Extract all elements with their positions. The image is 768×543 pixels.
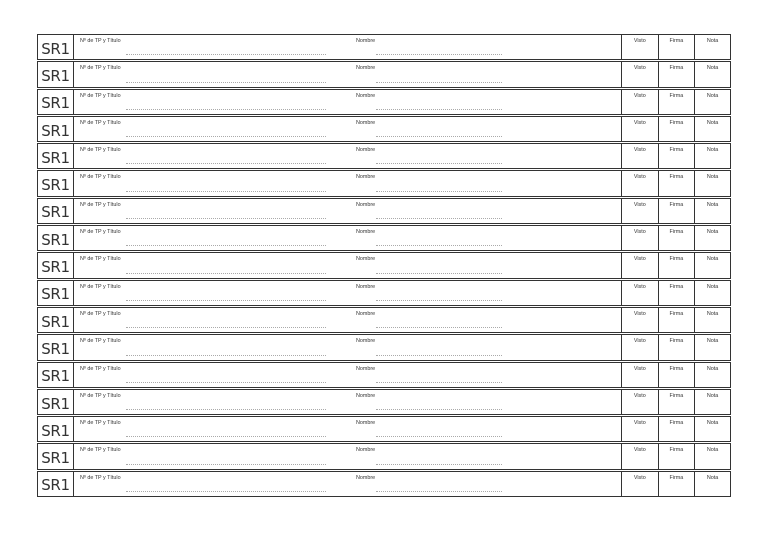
nota-field[interactable] bbox=[695, 62, 730, 86]
name-dotted-line bbox=[376, 327, 502, 328]
title-dotted-line bbox=[126, 54, 326, 55]
name-dotted-line bbox=[376, 191, 502, 192]
title-dotted-line bbox=[126, 464, 326, 465]
firma-field[interactable] bbox=[659, 90, 696, 114]
title-field[interactable] bbox=[74, 199, 348, 223]
visto-label: Visto bbox=[633, 474, 646, 481]
name-field[interactable] bbox=[348, 144, 622, 168]
visto-field[interactable] bbox=[622, 62, 659, 86]
form-row bbox=[37, 116, 731, 142]
name-label: Nombre bbox=[356, 474, 376, 481]
nota-label: Nota bbox=[706, 65, 719, 72]
firma-field[interactable] bbox=[659, 226, 696, 250]
title-field[interactable] bbox=[74, 444, 348, 468]
title-field[interactable] bbox=[74, 226, 348, 250]
row-code: SR1 bbox=[38, 226, 74, 250]
nota-label: Nota bbox=[706, 310, 719, 317]
firma-field[interactable] bbox=[659, 199, 696, 223]
row-code: SR1 bbox=[38, 417, 74, 441]
visto-field[interactable] bbox=[622, 281, 659, 305]
name-dotted-line bbox=[376, 163, 502, 164]
form-row bbox=[37, 362, 731, 388]
name-dotted-line bbox=[376, 218, 502, 219]
firma-field[interactable] bbox=[659, 171, 696, 195]
firma-field[interactable] bbox=[659, 62, 696, 86]
nota-label: Nota bbox=[706, 392, 719, 399]
name-dotted-line bbox=[376, 491, 502, 492]
form-row bbox=[37, 389, 731, 415]
firma-label: Firma bbox=[669, 92, 684, 99]
name-label: Nombre bbox=[356, 283, 376, 290]
name-label: Nombre bbox=[356, 92, 376, 99]
nota-field[interactable] bbox=[695, 444, 730, 468]
visto-label: Visto bbox=[633, 201, 646, 208]
visto-field[interactable] bbox=[622, 171, 659, 195]
form-row bbox=[37, 89, 731, 115]
nota-field[interactable] bbox=[695, 144, 730, 168]
visto-field[interactable] bbox=[622, 444, 659, 468]
title-label: Nº de TP y Título bbox=[80, 65, 121, 72]
visto-field[interactable] bbox=[622, 417, 659, 441]
firma-label: Firma bbox=[669, 256, 684, 263]
visto-label: Visto bbox=[633, 65, 646, 72]
firma-label: Firma bbox=[669, 38, 684, 44]
nota-field[interactable] bbox=[695, 335, 730, 359]
name-field[interactable] bbox=[348, 335, 622, 359]
visto-label: Visto bbox=[633, 174, 646, 181]
firma-label: Firma bbox=[669, 201, 684, 208]
firma-label: Firma bbox=[669, 365, 684, 372]
visto-label: Visto bbox=[633, 365, 646, 372]
row-code: SR1 bbox=[38, 281, 74, 305]
row-code: SR1 bbox=[38, 444, 74, 468]
visto-label: Visto bbox=[633, 283, 646, 290]
firma-field[interactable] bbox=[659, 417, 696, 441]
title-label: Nº de TP y Título bbox=[80, 338, 121, 345]
nota-field[interactable] bbox=[695, 171, 730, 195]
name-label: Nombre bbox=[356, 447, 376, 454]
title-field[interactable] bbox=[74, 117, 348, 141]
name-dotted-line bbox=[376, 82, 502, 83]
name-field[interactable] bbox=[348, 253, 622, 277]
name-field[interactable] bbox=[348, 417, 622, 441]
title-dotted-line bbox=[126, 491, 326, 492]
visto-label: Visto bbox=[633, 420, 646, 427]
title-label: Nº de TP y Título bbox=[80, 229, 121, 236]
title-label: Nº de TP y Título bbox=[80, 283, 121, 290]
title-label: Nº de TP y Título bbox=[80, 310, 121, 317]
visto-field[interactable] bbox=[622, 363, 659, 387]
visto-field[interactable] bbox=[622, 117, 659, 141]
nota-label: Nota bbox=[706, 92, 719, 99]
visto-label: Visto bbox=[633, 447, 646, 454]
title-field[interactable] bbox=[74, 281, 348, 305]
visto-field[interactable] bbox=[622, 472, 659, 496]
title-dotted-line bbox=[126, 82, 326, 83]
nota-label: Nota bbox=[706, 283, 719, 290]
firma-field[interactable] bbox=[659, 308, 696, 332]
nota-label: Nota bbox=[706, 365, 719, 372]
visto-label: Visto bbox=[633, 92, 646, 99]
nota-field[interactable] bbox=[695, 417, 730, 441]
title-dotted-line bbox=[126, 163, 326, 164]
title-field[interactable] bbox=[74, 253, 348, 277]
name-dotted-line bbox=[376, 464, 502, 465]
title-label: Nº de TP y Título bbox=[80, 447, 121, 454]
form-row bbox=[37, 416, 731, 442]
visto-label: Visto bbox=[633, 147, 646, 154]
name-dotted-line bbox=[376, 409, 502, 410]
name-label: Nombre bbox=[356, 365, 376, 372]
title-label: Nº de TP y Título bbox=[80, 147, 121, 154]
row-code: SR1 bbox=[38, 90, 74, 114]
nota-label: Nota bbox=[706, 38, 719, 44]
name-dotted-line bbox=[376, 54, 502, 55]
firma-label: Firma bbox=[669, 147, 684, 154]
visto-label: Visto bbox=[633, 119, 646, 126]
visto-field[interactable] bbox=[622, 90, 659, 114]
firma-label: Firma bbox=[669, 338, 684, 345]
form-row bbox=[37, 252, 731, 278]
form-row bbox=[37, 61, 731, 87]
nota-label: Nota bbox=[706, 447, 719, 454]
title-field[interactable] bbox=[74, 35, 348, 59]
title-dotted-line bbox=[126, 382, 326, 383]
form-row bbox=[37, 143, 731, 169]
visto-label: Visto bbox=[633, 338, 646, 345]
nota-field[interactable] bbox=[695, 363, 730, 387]
name-label: Nombre bbox=[356, 119, 376, 126]
title-label: Nº de TP y Título bbox=[80, 474, 121, 481]
firma-field[interactable] bbox=[659, 444, 696, 468]
visto-field[interactable] bbox=[622, 199, 659, 223]
nota-field[interactable] bbox=[695, 281, 730, 305]
title-field[interactable] bbox=[74, 144, 348, 168]
row-code: SR1 bbox=[38, 144, 74, 168]
nota-label: Nota bbox=[706, 229, 719, 236]
row-code: SR1 bbox=[38, 253, 74, 277]
form-row bbox=[37, 170, 731, 196]
firma-field[interactable] bbox=[659, 390, 696, 414]
name-field[interactable] bbox=[348, 90, 622, 114]
nota-field[interactable] bbox=[695, 90, 730, 114]
name-field[interactable] bbox=[348, 281, 622, 305]
title-dotted-line bbox=[126, 191, 326, 192]
nota-field[interactable] bbox=[695, 117, 730, 141]
row-code: SR1 bbox=[38, 308, 74, 332]
firma-label: Firma bbox=[669, 310, 684, 317]
row-code: SR1 bbox=[38, 117, 74, 141]
title-field[interactable] bbox=[74, 390, 348, 414]
visto-field[interactable] bbox=[622, 253, 659, 277]
nota-label: Nota bbox=[706, 174, 719, 181]
title-dotted-line bbox=[126, 327, 326, 328]
visto-field[interactable] bbox=[622, 144, 659, 168]
name-label: Nombre bbox=[356, 392, 376, 399]
title-label: Nº de TP y Título bbox=[80, 174, 121, 181]
nota-field[interactable] bbox=[695, 35, 730, 59]
title-dotted-line bbox=[126, 218, 326, 219]
visto-field[interactable] bbox=[622, 308, 659, 332]
title-field[interactable] bbox=[74, 62, 348, 86]
title-label: Nº de TP y Título bbox=[80, 420, 121, 427]
name-field[interactable] bbox=[348, 171, 622, 195]
row-code: SR1 bbox=[38, 335, 74, 359]
title-field[interactable] bbox=[74, 363, 348, 387]
nota-field[interactable] bbox=[695, 253, 730, 277]
title-field[interactable] bbox=[74, 171, 348, 195]
name-label: Nombre bbox=[356, 65, 376, 72]
firma-label: Firma bbox=[669, 283, 684, 290]
title-dotted-line bbox=[126, 300, 326, 301]
title-dotted-line bbox=[126, 436, 326, 437]
form-row bbox=[37, 225, 731, 251]
form-grid bbox=[37, 34, 731, 498]
title-dotted-line bbox=[126, 109, 326, 110]
nota-field[interactable] bbox=[695, 390, 730, 414]
title-label: Nº de TP y Título bbox=[80, 365, 121, 372]
form-row bbox=[37, 307, 731, 333]
name-dotted-line bbox=[376, 382, 502, 383]
visto-field[interactable] bbox=[622, 35, 659, 59]
nota-label: Nota bbox=[706, 420, 719, 427]
visto-label: Visto bbox=[633, 256, 646, 263]
title-label: Nº de TP y Título bbox=[80, 256, 121, 263]
name-field[interactable] bbox=[348, 62, 622, 86]
nota-field[interactable] bbox=[695, 308, 730, 332]
row-code: SR1 bbox=[38, 472, 74, 496]
title-label: Nº de TP y Título bbox=[80, 392, 121, 399]
title-field[interactable] bbox=[74, 335, 348, 359]
title-dotted-line bbox=[126, 136, 326, 137]
nota-field[interactable] bbox=[695, 199, 730, 223]
firma-field[interactable] bbox=[659, 335, 696, 359]
firma-label: Firma bbox=[669, 229, 684, 236]
row-code: SR1 bbox=[38, 390, 74, 414]
firma-label: Firma bbox=[669, 420, 684, 427]
row-code: SR1 bbox=[38, 171, 74, 195]
nota-label: Nota bbox=[706, 474, 719, 481]
name-field[interactable] bbox=[348, 199, 622, 223]
title-field[interactable] bbox=[74, 472, 348, 496]
name-label: Nombre bbox=[356, 201, 376, 208]
title-field[interactable] bbox=[74, 417, 348, 441]
name-label: Nombre bbox=[356, 174, 376, 181]
visto-field[interactable] bbox=[622, 226, 659, 250]
firma-label: Firma bbox=[669, 392, 684, 399]
title-label: Nº de TP y Título bbox=[80, 119, 121, 126]
title-field[interactable] bbox=[74, 308, 348, 332]
row-code: SR1 bbox=[38, 35, 74, 59]
firma-field[interactable] bbox=[659, 253, 696, 277]
form-row bbox=[37, 334, 731, 360]
firma-label: Firma bbox=[669, 65, 684, 72]
row-code: SR1 bbox=[38, 62, 74, 86]
nota-field[interactable] bbox=[695, 226, 730, 250]
nota-field[interactable] bbox=[695, 472, 730, 496]
firma-label: Firma bbox=[669, 174, 684, 181]
visto-label: Visto bbox=[633, 38, 646, 44]
name-label: Nombre bbox=[356, 420, 376, 427]
firma-label: Firma bbox=[669, 447, 684, 454]
title-dotted-line bbox=[126, 409, 326, 410]
name-label: Nombre bbox=[356, 256, 376, 263]
firma-field[interactable] bbox=[659, 117, 696, 141]
nota-label: Nota bbox=[706, 119, 719, 126]
firma-field[interactable] bbox=[659, 363, 696, 387]
title-label: Nº de TP y Título bbox=[80, 92, 121, 99]
name-field[interactable] bbox=[348, 444, 622, 468]
name-dotted-line bbox=[376, 109, 502, 110]
firma-field[interactable] bbox=[659, 472, 696, 496]
nota-label: Nota bbox=[706, 256, 719, 263]
nota-label: Nota bbox=[706, 201, 719, 208]
visto-field[interactable] bbox=[622, 335, 659, 359]
visto-label: Visto bbox=[633, 310, 646, 317]
name-field[interactable] bbox=[348, 226, 622, 250]
name-field[interactable] bbox=[348, 117, 622, 141]
form-row bbox=[37, 280, 731, 306]
title-dotted-line bbox=[126, 245, 326, 246]
row-code: SR1 bbox=[38, 199, 74, 223]
firma-field[interactable] bbox=[659, 144, 696, 168]
name-dotted-line bbox=[376, 273, 502, 274]
firma-field[interactable] bbox=[659, 35, 696, 59]
name-field[interactable] bbox=[348, 35, 622, 59]
nota-label: Nota bbox=[706, 338, 719, 345]
nota-label: Nota bbox=[706, 147, 719, 154]
title-dotted-line bbox=[126, 355, 326, 356]
title-label: Nº de TP y Título bbox=[80, 201, 121, 208]
name-dotted-line bbox=[376, 136, 502, 137]
name-label: Nombre bbox=[356, 147, 376, 154]
firma-label: Firma bbox=[669, 474, 684, 481]
name-field[interactable] bbox=[348, 308, 622, 332]
form-row bbox=[37, 471, 731, 497]
visto-label: Visto bbox=[633, 229, 646, 236]
name-field[interactable] bbox=[348, 390, 622, 414]
name-label: Nombre bbox=[356, 338, 376, 345]
form-row bbox=[37, 443, 731, 469]
name-dotted-line bbox=[376, 245, 502, 246]
title-dotted-line bbox=[126, 273, 326, 274]
visto-label: Visto bbox=[633, 392, 646, 399]
name-field[interactable] bbox=[348, 363, 622, 387]
firma-label: Firma bbox=[669, 119, 684, 126]
title-field[interactable] bbox=[74, 90, 348, 114]
name-label: Nombre bbox=[356, 38, 376, 44]
firma-field[interactable] bbox=[659, 281, 696, 305]
form-row bbox=[37, 198, 731, 224]
title-label: Nº de TP y Título bbox=[80, 38, 121, 44]
name-label: Nombre bbox=[356, 229, 376, 236]
visto-field[interactable] bbox=[622, 390, 659, 414]
name-dotted-line bbox=[376, 436, 502, 437]
name-field[interactable] bbox=[348, 472, 622, 496]
name-dotted-line bbox=[376, 300, 502, 301]
name-dotted-line bbox=[376, 355, 502, 356]
row-code: SR1 bbox=[38, 363, 74, 387]
name-label: Nombre bbox=[356, 310, 376, 317]
form-row bbox=[37, 34, 731, 60]
